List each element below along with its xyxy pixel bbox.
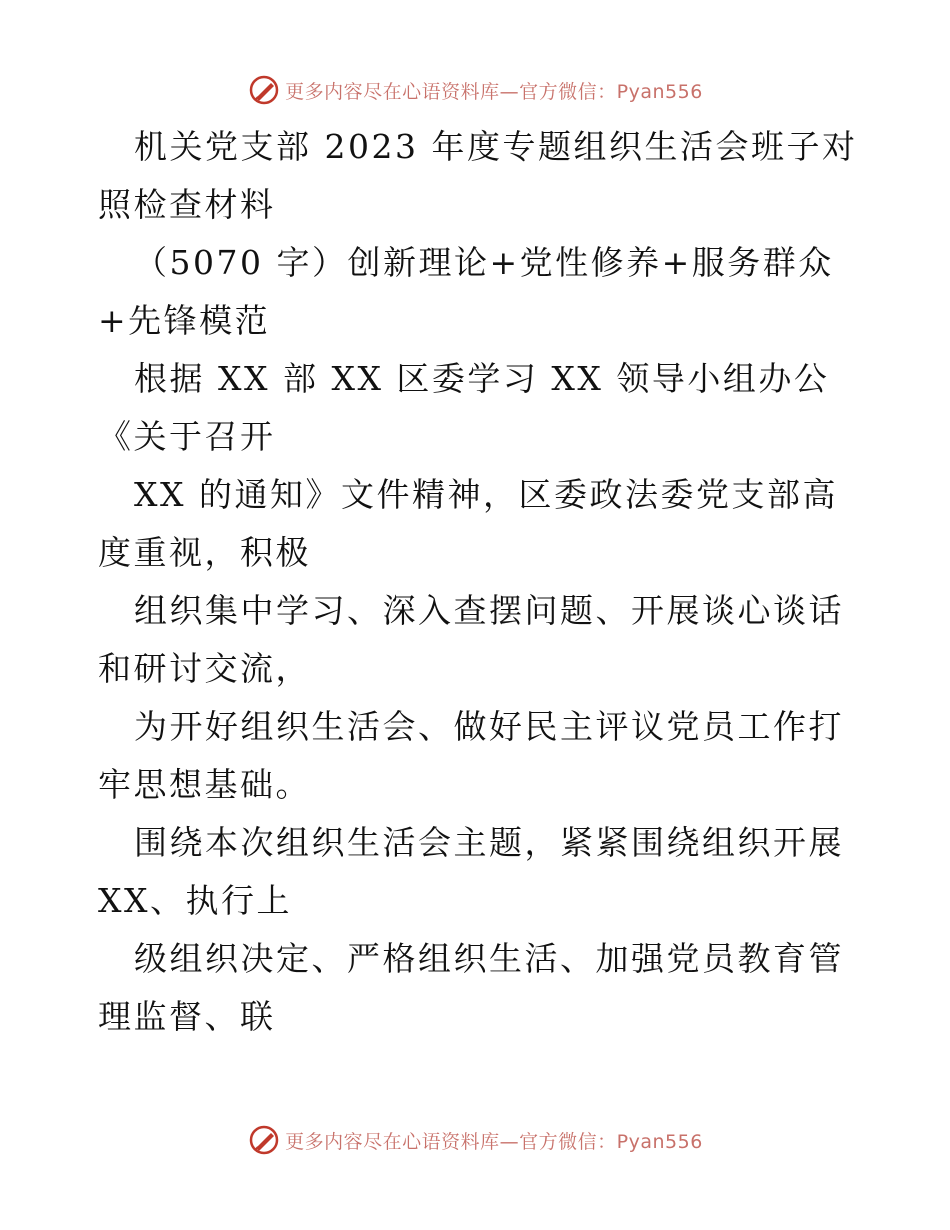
watermark-text: 更多内容尽在心语资料库—官方微信：Pyan556 [285,80,703,103]
footer-watermark [0,1120,950,1160]
pen-circle-logo-icon [247,1123,281,1157]
paragraph-8: 级组织决定、严格组织生活、加强党员教育管理监督、联 [98,939,844,1036]
pen-circle-logo-icon [247,73,281,107]
paragraph-4: XX 的通知》文件精神，区委政法委党支部高度重视，积极 [98,475,838,572]
watermark-text: 更多内容尽在心语资料库—官方微信：Pyan556 [285,1130,703,1153]
paragraph-3: 根据 XX 部 XX 区委学习 XX 领导小组办公《关于召开 [98,359,830,456]
document-body [98,118,858,1046]
paragraph-7: 围绕本次组织生活会主题，紧紧围绕组织开展 XX、执行上 [98,823,844,920]
paragraph-2: （5070 字）创新理论+党性修养+服务群众+先锋模范 [98,243,834,340]
paragraph-6: 为开好组织生活会、做好民主评议党员工作打牢思想基础。 [98,707,844,804]
paragraph-5: 组织集中学习、深入查摆问题、开展谈心谈话和研讨交流， [98,591,844,688]
paragraph-1: 机关党支部 2023 年度专题组织生活会班子对照检查材料 [98,127,858,224]
header-watermark [0,70,950,110]
